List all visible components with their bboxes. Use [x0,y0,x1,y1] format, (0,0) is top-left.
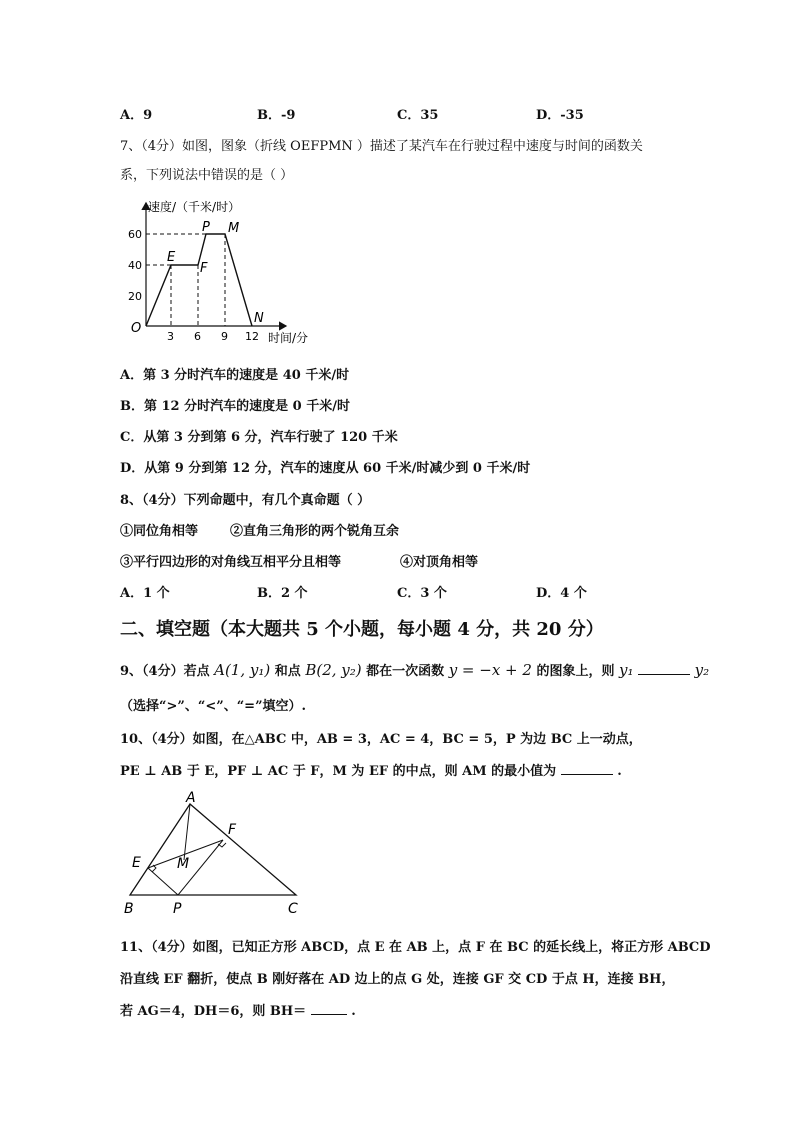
xtick-12: 12 [245,330,259,343]
q9-part4: 的图象上，则 [536,664,615,679]
q9-part2: 和点 [274,664,301,679]
label-b: B [124,901,134,917]
q9-y2: y₂ [694,661,710,679]
label-e: E [132,855,141,871]
q8-option-a: A．1 个 [120,586,170,601]
q11-line1: 11、（4分）如图，已知正方形 ABCD，点 E 在 AB 上，点 F 在 BC 的延长线上，将正方形 ABCD [120,940,711,955]
right-angle-f [218,843,226,847]
origin-label: O [131,321,142,336]
q6-option-c: C．35 [397,108,439,123]
q10-line1: 10、（4分）如图，在△ABC 中，AB = 3，AC = 4，BC = 5，P 为边 BC 上一动点， [120,732,642,747]
q9-part1: 9、（4分）若点 [120,664,210,679]
q10-line2-text: PE ⊥ AB 于 E，PF ⊥ AC 于 F，M 为 EF 的中点，则 AM 的最小值为 [120,764,557,779]
q8-prop-2: ②直角三角形的两个锐角互余 [230,524,400,539]
section-2-title: 二、填空题（本大题共 5 个小题，每小题 4 分，共 20 分） [120,619,604,640]
q10-triangle-figure [118,788,318,920]
ytick-40: 40 [128,259,142,272]
label-f: F [228,822,237,838]
q6-option-b: B．-9 [257,108,296,123]
point-e: E [167,250,176,265]
q9-y1: y₁ [619,661,634,679]
q8-option-d: D．4 个 [536,586,587,601]
point-m: M [228,221,240,236]
speed-polyline [146,234,252,326]
q10-line2 [120,760,622,779]
point-p: P [202,220,210,235]
ytick-20: 20 [128,290,142,303]
q7-option-d: D．从第 9 分到第 12 分，汽车的速度从 60 千米/时减少到 0 千米/时 [120,461,531,476]
q7-stem-line2: 系，下列说法中错误的是（ ） [120,168,294,183]
label-c: C [288,901,298,917]
q11-answer-blank[interactable] [311,1001,347,1015]
q6-option-a: A．9 [120,108,153,123]
q8-option-c: C．3 个 [397,586,447,601]
q6-option-d: D．-35 [536,108,584,123]
y-axis-label: 速度/（千米/时） [148,200,241,214]
q10-answer-blank[interactable] [561,761,613,775]
label-m: M [177,856,190,872]
xtick-3: 3 [167,330,174,343]
xtick-9: 9 [221,330,228,343]
q7-speed-time-graph [120,195,325,350]
q9-function: y = −x + 2 [448,661,532,679]
ytick-60: 60 [128,228,142,241]
label-p: P [173,901,182,917]
q7-option-c: C．从第 3 分到第 6 分，汽车行驶了 120 千米 [120,430,398,445]
xtick-6: 6 [194,330,201,343]
label-a: A [186,790,196,806]
triangle-abc [130,804,296,895]
q11-line3-text: 若 AG＝4，DH＝6，则 BH＝ [120,1004,307,1019]
q8-prop-3: ③平行四边形的对角线互相平分且相等 [120,555,342,570]
q9-answer-blank[interactable] [638,661,690,675]
q8-stem: 8、（4分）下列命题中，有几个真命题（ ） [120,493,371,508]
q7-stem-line1: 7、（4分）如图，图象（折线 OEFPMN ）描述了某汽车在行驶过程中速度与时间的函数关 [120,139,643,154]
q7-option-b: B．第 12 分时汽车的速度是 0 千米/时 [120,399,350,414]
point-f: F [200,261,208,276]
q11-line2: 沿直线 EF 翻折，使点 B 刚好落在 AD 边上的点 G 处，连接 GF 交 CD 于点 H，连接 BH， [120,972,675,987]
q8-prop-1: ①同位角相等 [120,524,199,539]
x-axis-label: 时间/分 [268,331,309,345]
q7-option-a: A．第 3 分时汽车的速度是 40 千米/时 [120,368,350,383]
q9-part3: 都在一次函数 [366,664,445,679]
q11-line3-end: . [351,1004,356,1019]
q9-line2: （选择“>”、“<”、“=”填空）. [120,699,307,714]
q8-option-b: B．2 个 [257,586,308,601]
q9-line1 [120,660,709,679]
q9-point-b: B(2, y₂) [305,661,362,679]
point-n: N [254,311,264,326]
q8-prop-4: ④对顶角相等 [400,555,479,570]
q9-point-a: A(1, y₁) [214,661,271,679]
q11-line3 [120,1000,356,1019]
q10-line2-end: . [617,764,622,779]
